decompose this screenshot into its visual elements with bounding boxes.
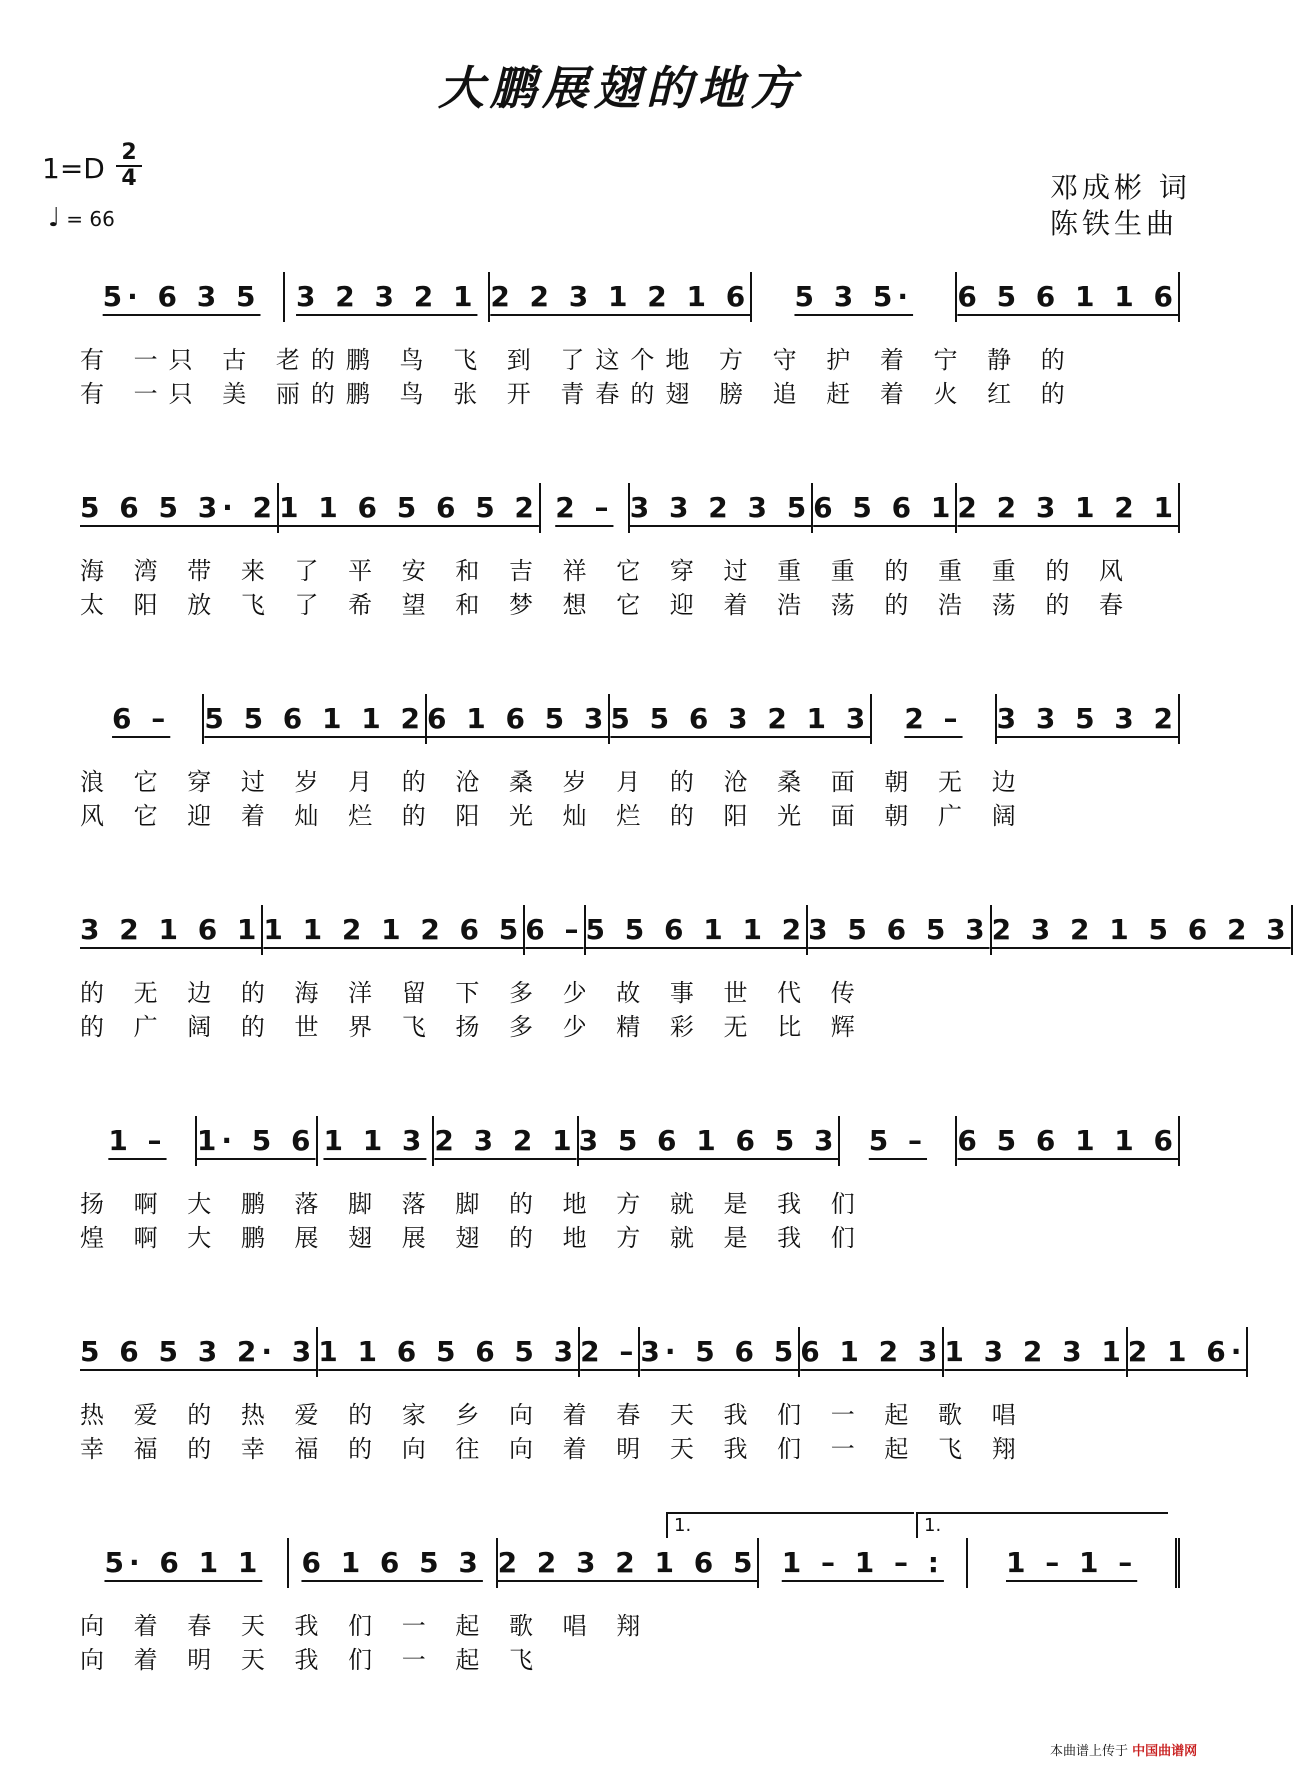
key-signature: 1=D: [42, 152, 105, 185]
measure: 2 –: [580, 1327, 640, 1377]
measure: 5· 6 3 5: [80, 272, 285, 322]
lyrics-verse-1: 的 无 边 的 海 洋 留 下 多 少 故 事 世 代 传: [80, 979, 866, 1007]
lyrics-verse-2: 幸 福 的 幸 福 的 向 往 向 着 明 天 我 们 一 起 飞 翔: [80, 1435, 1027, 1463]
measure: 1· 5 6: [197, 1116, 318, 1166]
lyrics-verse-1: 扬 啊 大 鹏 落 脚 落 脚 的 地 方 就 是 我 们: [80, 1190, 866, 1218]
lyrics-verse-1: 热 爱 的 热 爱 的 家 乡 向 着 春 天 我 们 一 起 歌 唱: [80, 1401, 1027, 1429]
measure: 6 1 6 5 3: [289, 1538, 498, 1588]
measure: 2 2 3 1 2 1 6: [490, 272, 752, 322]
volta-bracket-1: 1.: [666, 1512, 914, 1538]
measure: 2 –: [541, 483, 630, 533]
measure: 1 – 1 –: [968, 1538, 1180, 1588]
notation-line: [80, 1116, 1180, 1166]
measure: 6 5 6 1: [813, 483, 957, 533]
measure: 3 5 6 1 6 5 3: [579, 1116, 841, 1166]
measure: 2 2 3 1 2 1: [957, 483, 1180, 533]
notation-line: [80, 905, 1291, 955]
lyrics-verse-2: 有 一只 美 丽的鹏 鸟 张 开 青春的翅 膀 追 赶 着 火 红 的: [80, 380, 1076, 408]
measure: 1 1 3: [318, 1116, 435, 1166]
score-system-2: [80, 483, 1180, 619]
measure: 5 6 5 3· 2: [80, 483, 279, 533]
measure: 1 1 2 1 2 6 5: [263, 905, 525, 955]
meter-bottom: 4: [121, 166, 137, 191]
tempo-value: = 66: [66, 207, 115, 231]
tempo-mark: [48, 203, 115, 233]
score-system-3: [80, 694, 1180, 830]
measure: 5 –: [840, 1116, 957, 1166]
measure: 2 3 2 1: [434, 1116, 578, 1166]
lyrics-verse-1: 向 着 春 天 我 们 一 起 歌 唱 翔: [80, 1612, 652, 1640]
measure: 5 5 6 1 1 2: [586, 905, 809, 955]
measure: 5 5 6 1 1 2: [204, 694, 427, 744]
measure: 1 1 6 5 6 5 2: [279, 483, 541, 533]
measure: 2 2 3 2 1 6 5: [498, 1538, 760, 1588]
composer-credit: 陈铁生曲: [1050, 207, 1179, 240]
lyrics-verse-2: 的 广 阔 的 世 界 飞 扬 多 少 精 彩 无 比 辉: [80, 1013, 866, 1041]
notation-line: [80, 483, 1180, 533]
lyrics-verse-2: 煌 啊 大 鹏 展 翅 展 翅 的 地 方 就 是 我 们: [80, 1224, 866, 1252]
measure: 5 6 5 3 2· 3: [80, 1327, 318, 1377]
measure: 1 –: [80, 1116, 197, 1166]
measure: 1 3 2 3 1: [944, 1327, 1127, 1377]
score-system-4: [80, 905, 1291, 1041]
lyrics-verse-1: 浪 它 穿 过 岁 月 的 沧 桑 岁 月 的 沧 桑 面 朝 无 边: [80, 768, 1027, 796]
lyrics-verse-2: 风 它 迎 着 灿 烂 的 阳 光 灿 烂 的 阳 光 面 朝 广 阔: [80, 802, 1027, 830]
measure: 6 5 6 1 1 6: [957, 1116, 1180, 1166]
measure: 5· 6 1 1: [80, 1538, 289, 1588]
source-footer: [1050, 1740, 1197, 1759]
score-system-6: [80, 1327, 1247, 1463]
measure: 3 2 3 2 1: [285, 272, 490, 322]
measure: 1 – 1 – :: [759, 1538, 968, 1588]
lyricist-credit: 邓成彬 词: [1050, 171, 1191, 204]
measure: 3· 5 6 5: [640, 1327, 800, 1377]
meter-top: 2: [121, 140, 137, 165]
measure: 2 3 2 1 5 6 2 3: [992, 905, 1293, 955]
lyrics-verse-1: 海 湾 带 来 了 平 安 和 吉 祥 它 穿 过 重 重 的 重 重 的 风: [80, 557, 1134, 585]
measure: 5 3 5·: [752, 272, 957, 322]
measure: 6 1 6 5 3: [427, 694, 610, 744]
notation-line: [80, 1327, 1247, 1377]
measure: 2 –: [872, 694, 996, 744]
measure: 6 5 6 1 1 6: [957, 272, 1180, 322]
measure: 3 2 1 6 1: [80, 905, 263, 955]
volta-bracket-2: 1.: [916, 1512, 1168, 1538]
notation-line: [80, 694, 1180, 744]
measure: 3 3 5 3 2: [997, 694, 1180, 744]
lyrics-verse-2: 向 着 明 天 我 们 一 起 飞: [80, 1646, 545, 1674]
score-system-5: [80, 1116, 1180, 1252]
measure: 6 –: [80, 694, 204, 744]
score-system-7: [80, 1515, 1180, 1674]
measure: 6 1 2 3: [800, 1327, 944, 1377]
lyrics-verse-2: 太 阳 放 飞 了 希 望 和 梦 想 它 迎 着 浩 荡 的 浩 荡 的 春: [80, 591, 1134, 619]
measure: 3 5 6 5 3: [808, 905, 991, 955]
lyrics-verse-1: 有 一只 古 老的鹏 鸟 飞 到 了这个地 方 守 护 着 宁 静 的: [80, 346, 1076, 374]
footer-text: 本曲谱上传于: [1050, 1744, 1129, 1759]
notation-line: [80, 1538, 1180, 1588]
site-logo[interactable]: 中国曲谱网: [1132, 1744, 1198, 1759]
score-system-1: [80, 272, 1180, 408]
notation-line: [80, 272, 1180, 322]
measure: 3 3 2 3 5: [630, 483, 813, 533]
measure: 2 1 6·: [1128, 1327, 1249, 1377]
measure: 5 5 6 3 2 1 3: [610, 694, 872, 744]
page-title: 大鹏展翅的地方: [438, 61, 802, 115]
measure: 6 –: [525, 905, 585, 955]
quarter-note-icon: ♩: [48, 203, 61, 233]
measure: 1 1 6 5 6 5 3: [318, 1327, 580, 1377]
time-signature: [116, 142, 142, 190]
